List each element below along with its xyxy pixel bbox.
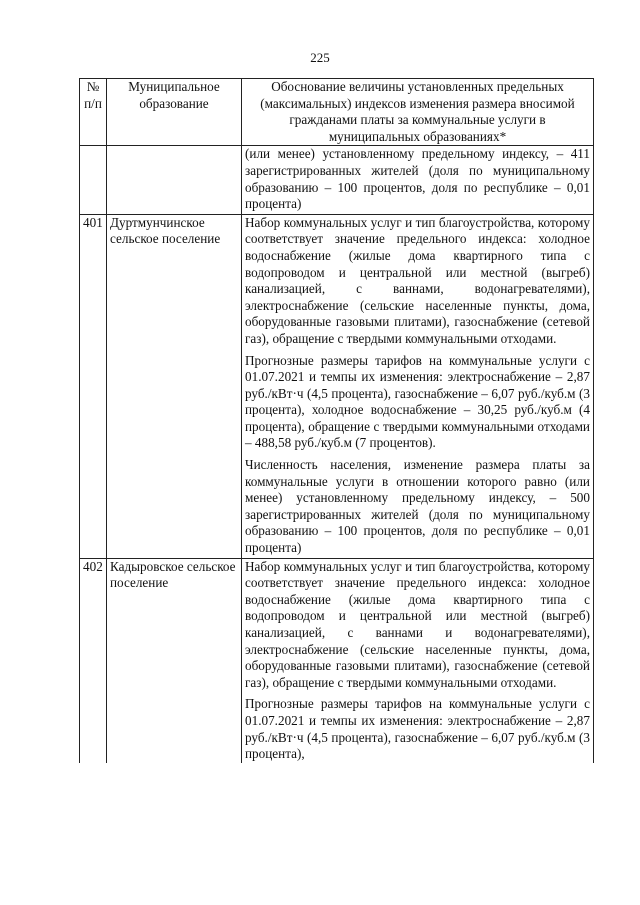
services-text: Набор коммунальных услуг и тип благоустройства, которому соответствует значение предельного индекса: холодное водоснабжение (жилые дома квартирного типа с водопроводом и центральной или местной (выгреб) канализацией, с ваннами и водонагревателями), электроснабжение (сельские населенные пункты, дома, оборудованные газовыми плитами), газоснабжение (сетевой газ), обращение с твердыми коммунальными отходами. [245, 558, 590, 690]
table-header-row [80, 79, 594, 146]
continuation-num-cell [80, 146, 107, 214]
population-text: (или менее) установленному предельному индексу, – 411 зарегистрированных жителей (доля по муниципальному образованию – 100 процентов, доля по республике – 0,01 процента) [245, 146, 590, 212]
column-header-municipality: Муниципальное образование [107, 79, 242, 146]
continuation-municipality-cell [107, 146, 242, 214]
justification-cell [242, 558, 594, 763]
tariffs-text: Прогнозные размеры тарифов на коммунальные услуги с 01.07.2021 и темпы их изменения: электроснабжение – 2,87 руб./кВт·ч (4,5 процента), газоснабжение – 6,07 руб./куб.м (3 процента), холодное водоснабжение – 30,25 руб./куб.м (4 процента), обращение с твердыми коммунальными отходами – 488,58 руб./куб.м (7 процентов). [245, 352, 590, 451]
continuation-justification-cell [242, 146, 594, 214]
page-number: 225 [310, 50, 330, 65]
tariffs-text: Прогнозные размеры тарифов на коммунальные услуги с 01.07.2021 и темпы их изменения: электроснабжение – 2,87 руб./кВт·ч (4,5 процента), газоснабжение – 6,07 руб./куб.м (3 процента), [245, 696, 590, 762]
municipality-name: Дуртмунчинское сельское поселение [107, 214, 242, 558]
population-text: Численность населения, изменение размера платы за коммунальные услуги в отношении которого равно (или менее) установленному предельному индексу, – 500 зарегистрированных жителей (доля по муниципальному образованию – 100 процентов, доля по республике – 0,01 процента) [245, 457, 590, 556]
column-header-number: № п/п [80, 79, 107, 146]
tariff-table [79, 78, 594, 763]
justification-cell [242, 214, 594, 558]
table-row [80, 558, 594, 763]
table-row-continuation [80, 146, 594, 214]
municipality-name: Кадыровское сельское поселение [107, 558, 242, 763]
row-number: 402 [80, 558, 107, 763]
services-text: Набор коммунальных услуг и тип благоустройства, которому соответствует значение предельного индекса: холодное водоснабжение (жилые дома квартирного типа с водопроводом и центральной или местной (выгреб) канализацией, с ваннами, водонагревателями), электроснабжение (сельские населенные пункты, дома, оборудованные газовыми плитами), газоснабжение (сетевой газ), обращение с твердыми коммунальными отходами. [245, 214, 590, 346]
column-header-justification: Обоснование величины установленных предельных (максимальных) индексов изменения размера вносимой гражданами платы за коммунальные услуги в муниципальных образованиях* [242, 79, 594, 146]
row-number: 401 [80, 214, 107, 558]
table-row [80, 214, 594, 558]
